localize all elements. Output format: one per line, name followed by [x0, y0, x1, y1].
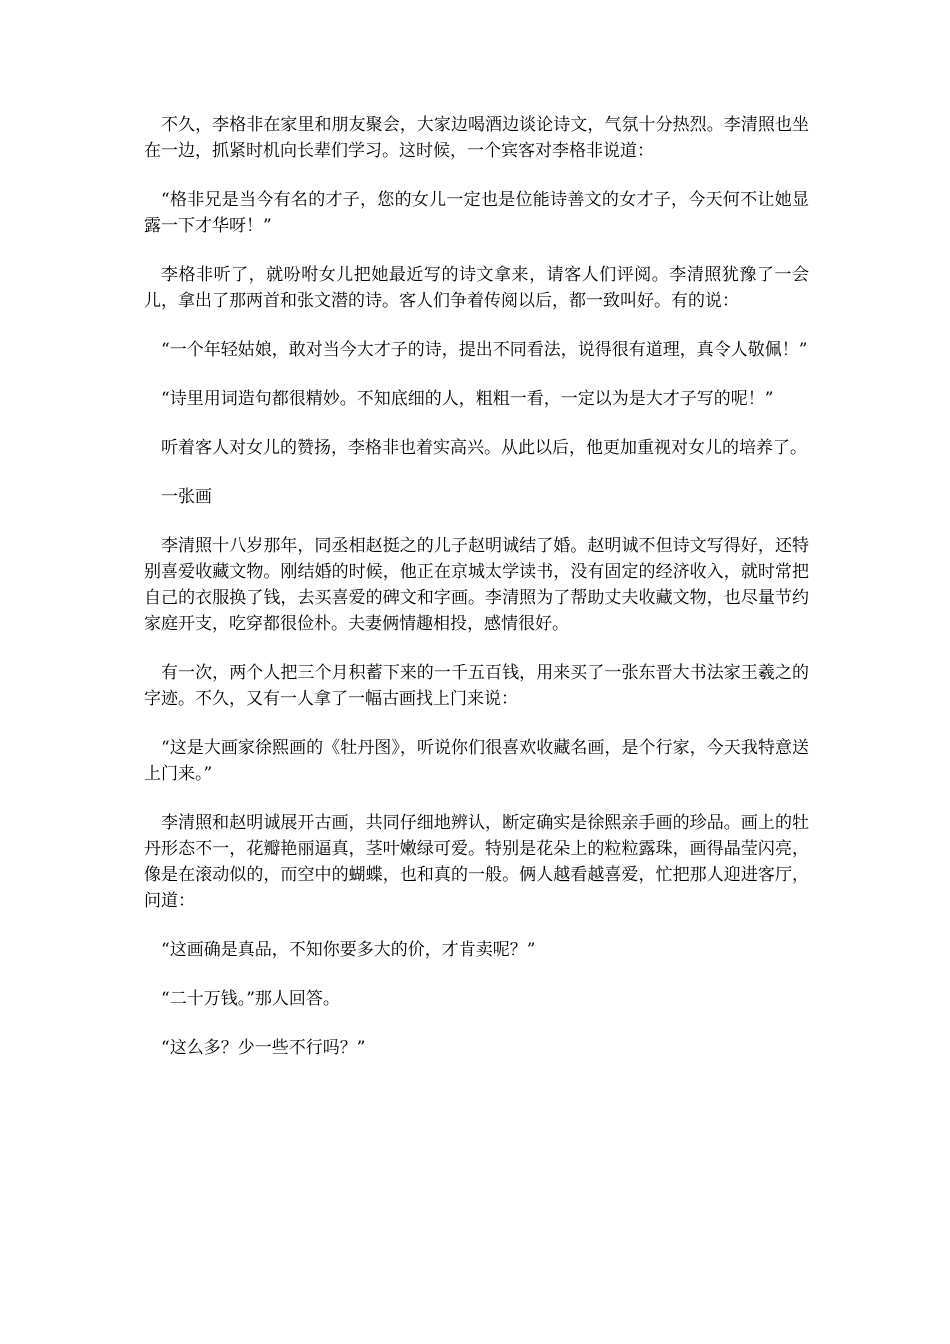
- paragraph-4: “一个年轻姑娘，敢对当今大才子的诗，提出不同看法，说得很有道理，真令人敬佩！”: [161, 340, 808, 360]
- paragraph-10: 李清照和赵明诚展开古画，共同仔细地辨认，断定确实是徐熙亲手画的珍品。画上的牡丹形态不一，花瓣艳丽逼真，茎叶嫩绿可爱。特别是花朵上的粒粒露珠，画得晶莹闪亮，像是在滚动似的，而空中的蝴蝶，也和真的一般。俩人越看越喜爱，忙把那人迎进客厅，问道：: [144, 813, 809, 911]
- paragraph-2: “格非兄是当今有名的才子，您的女儿一定也是位能诗善文的女才子，今天何不让她显露一下才华呀！”: [144, 190, 809, 236]
- paragraph-3: 李格非听了，就吩咐女儿把她最近写的诗文拿来，请客人们评阅。李清照犹豫了一会儿，拿出了那两首和张文潜的诗。客人们争着传阅以后，都一致叫好。有的说：: [144, 265, 809, 311]
- paragraph-12: “二十万钱。”那人回答。: [161, 989, 340, 1009]
- paragraph-8: 有一次，两个人把三个月积蓄下来的一千五百钱，用来买了一张东晋大书法家王羲之的字迹。不久，又有一人拿了一幅古画找上门来说：: [144, 663, 809, 709]
- paragraph-6: 听着客人对女儿的赞扬，李格非也着实高兴。从此以后，他更加重视对女儿的培养了。: [161, 438, 807, 458]
- paragraph-1: 不久，李格非在家里和朋友聚会，大家边喝酒边谈论诗文，气氛十分热烈。李清照也坐在一边，抓紧时机向长辈们学习。这时候，一个宾客对李格非说道：: [144, 115, 809, 161]
- paragraph-13: “这么多？少一些不行吗？”: [161, 1038, 366, 1058]
- document-page: [144, 112, 809, 1084]
- paragraph-7: 李清照十八岁那年，同丞相赵挺之的儿子赵明诚结了婚。赵明诚不但诗文写得好，还特别喜爱收藏文物。刚结婚的时候，他正在京城太学读书，没有固定的经济收入，就时常把自己的衣服换了钱，去买喜爱的碑文和字画。李清照为了帮助丈夫收藏文物，也尽量节约家庭开支，吃穿都很俭朴。夫妻俩情趣相投，感情很好。: [144, 536, 809, 634]
- paragraph-9: “这是大画家徐熙画的《牡丹图》，听说你们很喜欢收藏名画，是个行家，今天我特意送上门来。”: [144, 738, 809, 784]
- paragraph-5: “诗里用词造句都很精妙。不知底细的人，粗粗一看，一定以为是大才子写的呢！”: [161, 389, 774, 409]
- section-heading: 一张画: [161, 487, 212, 507]
- paragraph-11: “这画确是真品，不知你要多大的价，才肯卖呢？”: [161, 940, 536, 960]
